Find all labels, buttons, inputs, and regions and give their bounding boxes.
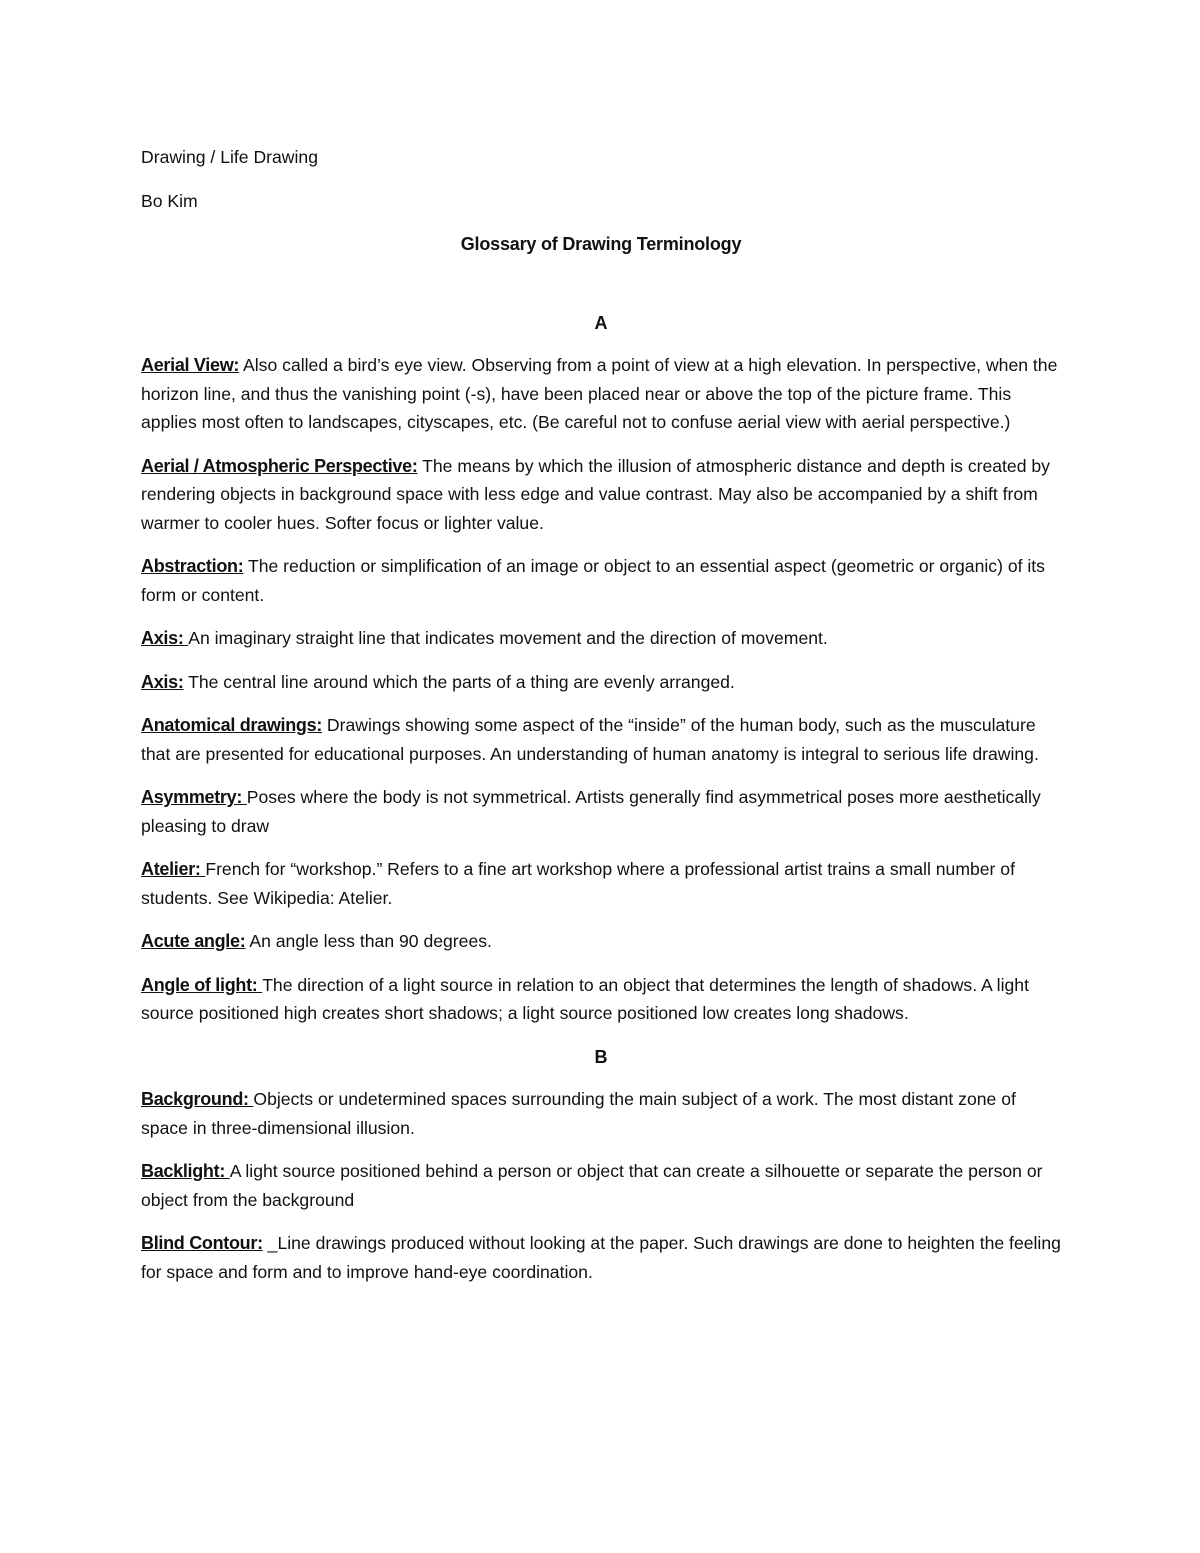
glossary-term: Backlight: xyxy=(141,1161,230,1181)
glossary-section-b xyxy=(141,1043,1061,1287)
section-letter-heading: A xyxy=(594,312,608,333)
glossary-entry xyxy=(141,452,1061,538)
glossary-term: Blind Contour: xyxy=(141,1233,263,1253)
glossary-sections xyxy=(141,309,1061,1287)
glossary-definition: The direction of a light source in relation to an object that determines the length of shadows. A light source positioned high creates short shadows; a light source positioned low creates long shadows. xyxy=(141,974,1029,1023)
glossary-entry xyxy=(141,1157,1061,1214)
glossary-definition: The central line around which the parts of a thing are evenly arranged. xyxy=(183,671,735,692)
glossary-section-a xyxy=(141,309,1061,1028)
glossary-definition: Poses where the body is not symmetrical. Artists generally find asymmetrical poses more aesthetically pleasing to draw xyxy=(141,787,1041,836)
glossary-term: Aerial View: xyxy=(141,355,240,375)
glossary-definition: The reduction or simplification of an image or object to an essential aspect (geometric or organic) of its form or content. xyxy=(141,556,1045,605)
glossary-definition: Also called a bird’s eye view. Observing from a point of view at a high elevation. In perspective, when the horizon line, and thus the vanishing point (-s), have been placed near or above the top of the picture frame. This applies most often to landscapes, cityscapes, etc. (Be careful not to confuse aerial view with aerial perspective.) xyxy=(141,355,1058,432)
glossary-entry xyxy=(141,783,1061,840)
glossary-entry xyxy=(141,1229,1061,1286)
glossary-entry xyxy=(141,552,1061,609)
glossary-entry xyxy=(141,624,1061,653)
glossary-definition: The means by which the illusion of atmospheric distance and depth is created by rendering objects in background space with less edge and value contrast. May also be accompanied by a shift from warmer to cooler hues. Softer focus or lighter value. xyxy=(141,455,1050,533)
glossary-definition: An imaginary straight line that indicates movement and the direction of movement. xyxy=(188,628,828,648)
glossary-entry xyxy=(141,927,1061,956)
glossary-entry xyxy=(141,971,1061,1028)
glossary-definition: Objects or undetermined spaces surrounding the main subject of a work. The most distant zone of space in three-dimensional illusion. xyxy=(141,1089,1016,1138)
glossary-term: Asymmetry: xyxy=(141,787,247,807)
glossary-entry xyxy=(141,668,1061,697)
glossary-term: Axis: xyxy=(141,671,184,692)
glossary-term: Background: xyxy=(141,1089,254,1109)
glossary-term: Anatomical drawings: xyxy=(141,715,323,735)
glossary-definition: A light source positioned behind a person or object that can create a silhouette or separate the person or object from the background xyxy=(141,1161,1043,1210)
glossary-entry xyxy=(141,351,1061,437)
glossary-definition: Drawings showing some aspect of the “inside” of the human body, such as the musculature that are presented for educational purposes. An understanding of human anatomy is integral to serious life drawing. xyxy=(141,715,1039,764)
glossary-term: Atelier: xyxy=(141,859,206,879)
glossary-definition: An angle less than 90 degrees. xyxy=(245,931,492,951)
glossary-definition: French for “workshop.” Refers to a fine art workshop where a professional artist trains a small number of students. See Wikipedia: Atelier. xyxy=(141,859,1015,908)
author-line: Bo Kim xyxy=(141,190,198,211)
glossary-term: Axis: xyxy=(141,628,189,648)
glossary-term: Angle of light: xyxy=(141,974,263,995)
page-title: Glossary of Drawing Terminology xyxy=(460,234,742,254)
course-line: Drawing / Life Drawing xyxy=(141,147,318,167)
document-body xyxy=(141,143,1061,1301)
glossary-entry xyxy=(141,1085,1061,1142)
glossary-entry xyxy=(141,855,1061,912)
glossary-definition: _Line drawings produced without looking at the paper. Such drawings are done to heighten the feeling for space and form and to improve hand-eye coordination. xyxy=(141,1233,1061,1282)
section-letter-heading: B xyxy=(594,1046,608,1067)
glossary-term: Abstraction: xyxy=(141,556,244,576)
glossary-term: Aerial / Atmospheric Perspective: xyxy=(141,455,418,476)
glossary-term: Acute angle: xyxy=(141,931,246,951)
glossary-entry xyxy=(141,711,1061,768)
